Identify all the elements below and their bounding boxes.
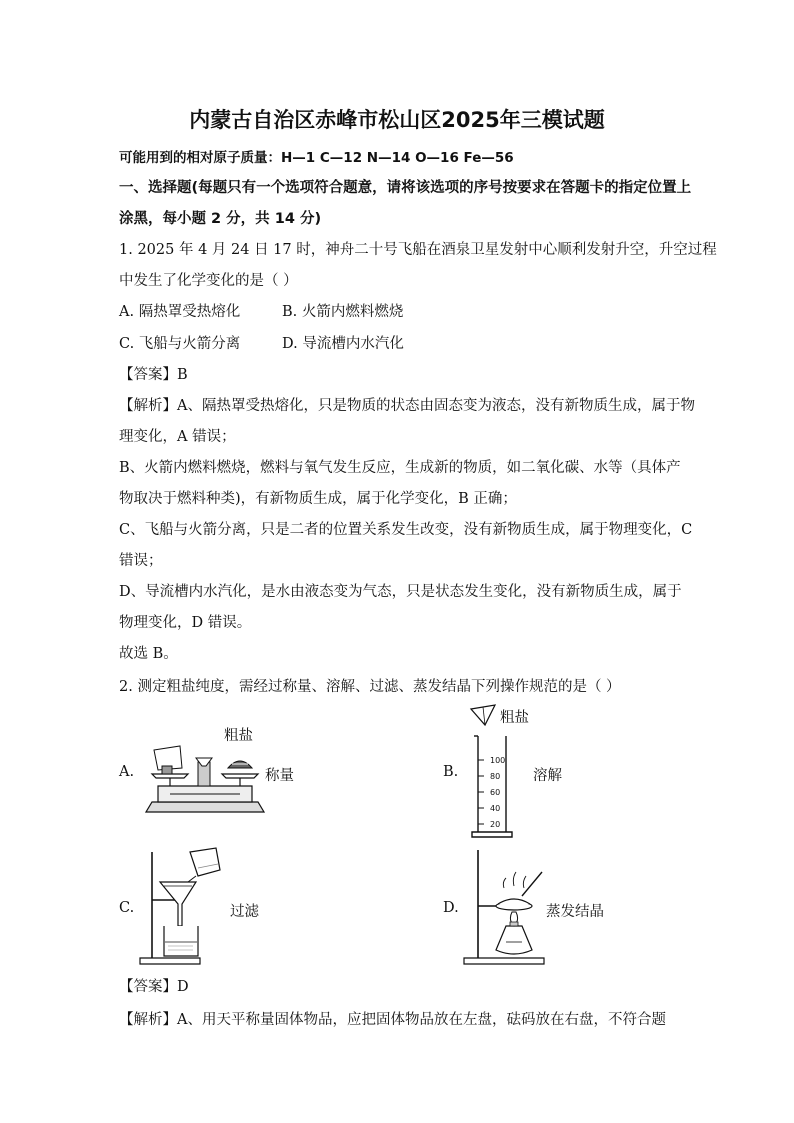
q1-explanation-line: 错误； — [119, 553, 163, 569]
evaporation-illustration — [462, 842, 550, 966]
cylinder-tick-label: 100 — [490, 756, 506, 765]
q1-explanation-line: B、火箭内燃料燃烧，燃料与氧气发生反应，生成新的物质，如二氧化碳、水等（具体产 — [119, 460, 681, 476]
q1-explanation-line: 物理变化，D 错误。 — [119, 615, 252, 631]
figure-d-letter: D. — [443, 900, 459, 916]
figure-a-caption: 称量 — [265, 768, 294, 784]
page-title: 内蒙古自治区赤峰市松山区2025年三模试题 — [189, 108, 605, 132]
q1-stem-line1: 1. 2025 年 4 月 24 日 17 时，神舟二十号飞船在酒泉卫星发射中心顺利发射升空，升空过程 — [119, 242, 717, 258]
graduated-cylinder-illustration — [470, 734, 520, 840]
q1-option-b: B. 火箭内燃料燃烧 — [282, 304, 404, 320]
q1-explanation-line: D、导流槽内水汽化，是水由液态变为气态，只是状态发生变化，没有新物质生成，属于 — [119, 584, 682, 600]
figure-b-tag: 粗盐 — [500, 710, 529, 726]
figure-b-caption: 溶解 — [533, 768, 562, 784]
cylinder-tick-label: 80 — [490, 772, 501, 781]
q1-stem-line2: 中发生了化学变化的是（ ） — [119, 273, 298, 289]
q1-answer: 【答案】B — [119, 367, 188, 383]
cylinder-tick-label: 40 — [490, 804, 501, 813]
figure-a-tag: 粗盐 — [224, 728, 253, 744]
q1-option-c: C. 飞船与火箭分离 — [119, 336, 241, 352]
section-heading-line2: 涂黑，每小题 2 分，共 14 分) — [119, 211, 322, 227]
cylinder-tick-label: 20 — [490, 820, 501, 829]
q2-stem: 2. 测定粗盐纯度，需经过称量、溶解、过滤、蒸发结晶下列操作规范的是（ ） — [119, 679, 621, 695]
figure-d-caption: 蒸发结晶 — [546, 904, 604, 920]
atomic-masses-line: 可能用到的相对原子质量：H—1 C—12 N—14 O—16 Fe—56 — [119, 150, 514, 166]
filtration-illustration — [138, 840, 230, 966]
q1-explanation-line: 理变化，A 错误； — [119, 429, 236, 445]
section-heading-line1: 一、选择题(每题只有一个选项符合题意，请将该选项的序号按要求在答题卡的指定位置上 — [119, 180, 692, 196]
cylinder-tick-label: 60 — [490, 788, 501, 797]
q1-option-a: A. 隔热罩受热熔化 — [119, 304, 241, 320]
q1-option-d: D. 导流槽内水汽化 — [282, 336, 404, 352]
figure-b-letter: B. — [443, 764, 459, 780]
paper-scoop-icon — [469, 703, 497, 727]
q2-answer: 【答案】D — [119, 979, 189, 995]
figure-c-letter: C. — [119, 900, 135, 916]
figure-c-caption: 过滤 — [230, 904, 259, 920]
q1-explanation-line: 故选 B。 — [119, 646, 178, 662]
figure-a-letter: A. — [119, 764, 135, 780]
q2-explanation-line1: 【解析】A、用天平称量固体物品，应把固体物品放在左盘，砝码放在右盘，不符合题 — [119, 1012, 666, 1028]
q1-explanation-line: C、飞船与火箭分离，只是二者的位置关系发生改变，没有新物质生成，属于物理变化，C — [119, 522, 693, 538]
balance-scale-illustration — [140, 738, 270, 818]
q1-explanation-line: 物取决于燃料种类)，有新物质生成，属于化学变化，B 正确； — [119, 491, 517, 507]
q1-explanation-line: 【解析】A、隔热罩受热熔化，只是物质的状态由固态变为液态，没有新物质生成，属于物 — [119, 398, 695, 414]
